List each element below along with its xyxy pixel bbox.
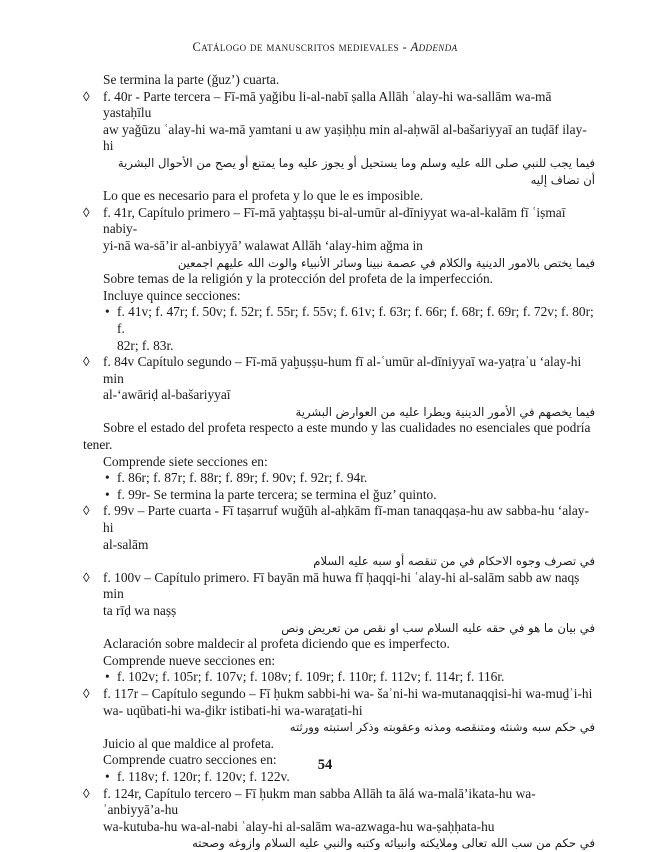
entry-line: al-‘awāriḍ al-bašariyyaī [103,387,231,403]
catalog-entry [83,570,595,636]
arabic-title: في بيان ما هو في حقه عليه السلام سب او نقص من تعريض ونص [281,620,595,635]
entry-line: f. 124r, Capítulo tercero – Fī ḥukm man sabba Allāh ta ālá wa-malā’ikata-hu wa-ʾanbiyyā’a-hu [103,785,536,818]
entry-line: yi-nā wa-sā’ir al-anbiyyā’ walawat Allāh ‘alay-him aǧma in [103,237,423,253]
body-paragraph: Comprende siete secciones en: [103,453,268,469]
catalog-entry [83,354,595,420]
catalog-entry [83,503,595,569]
body-paragraph: Comprende nueve secciones en: [103,652,276,668]
bullet-icon: • [105,486,110,502]
diamond-bullet-icon: ◊ [83,88,90,104]
body-paragraph: Sobre temas de la religión y la protección del profeta de la imperfección. [103,271,494,287]
entry-line: f. 100v – Capítulo primero. Fī bayān mā huwa fī ḥaqqi-hi ʿalay-hi al-salām sabb aw naqṣ min [103,569,580,602]
diamond-bullet-icon: ◊ [83,503,90,519]
diamond-bullet-icon: ◊ [83,785,90,801]
catalog-entry [83,786,595,852]
diamond-bullet-icon: ◊ [83,354,90,370]
arabic-title: في تصرف وجوه الاحكام في من تنقصه أو سبه عليه السلام [313,554,595,569]
entry-line: f. 40r - Parte tercera – Fī-mā yaǧibu li-al-nabī ṣalla Allāh ʿalay-hi wa-sallām wa-mā yastaḥīlu [103,88,552,121]
header-title: Catálogo de manuscritos medievales - [192,40,411,54]
folio-list [83,304,595,354]
entry-line: wa- uqūbati-hi wa-ḏikr istibati-hi wa-waraṯati-hi [103,702,363,718]
page-number: 54 [317,757,333,773]
body-paragraph: Sobre el estado del profeta respecto a este mundo y las cualidades no esenciales que podría [103,420,591,436]
entry-line: ta rīḍ wa naṣṣ [103,603,177,618]
folio-line: f. 99r- Se termina la parte tercera; se termina el ǧuz’ quinto. [117,486,437,502]
folio-list [83,470,595,487]
catalog-entry [83,686,595,736]
catalog-content [83,72,595,852]
bullet-icon: • [105,669,110,685]
entry-line: f. 41r, Capítulo primero – Fī-mā yaḫtaṣṣu bi-al-umūr al-dīniyyat wa-al-kalām fī ʿiṣmaī nabiy- [103,204,566,237]
folio-line: f. 102v; f. 105r; f. 107v; f. 108v; f. 109r; f. 110r; f. 112v; f. 114r; f. 116r. [117,669,505,685]
entry-line: aw yaǧūzu ʿalay-hi wa-mā yamtani u aw yaṣiḥḥu min al-aḥwāl al-bašariyyaī an tuḍāf ilay-hi [103,121,587,154]
entry-line: f. 117r – Capítulo segundo – Fī ḥukm sabbi-hi wa- šaʾni-hi wa-mutanaqqisi-hi wa-muḏʾi-hi [103,685,593,701]
running-header [0,40,650,55]
diamond-bullet-icon: ◊ [83,569,90,585]
catalog-entry [83,205,595,271]
folio-list [83,487,595,504]
body-paragraph: Lo que es necesario para el profeta y lo que le es imposible. [103,188,424,204]
arabic-title: في حكم سبه وشنئه ومتنقصه ومذنه وعقوبته وذكر استبته وورثته [289,720,595,735]
catalog-entry [83,89,595,189]
arabic-title: في حكم من سب الله تعالى وملايكته وانبيائه وكتبه والنبي عليه السلام وازوغه وصحته [192,836,595,851]
entry-line: wa-kutuba-hu wa-al-nabi ʿalay-hi al-salām wa-azwaga-hu wa-ṣaḥḥata-hu [103,818,495,834]
body-paragraph: Aclaración sobre maldecir al profeta diciendo que es imperfecto. [103,636,450,652]
arabic-title: فيما يختص بالامور الدينية والكلام في عصمة نبينا وسائر الأنبياء والوت الله عليهم اجمعين [177,255,595,270]
bullet-icon: • [105,304,110,320]
entry-line: f. 84v Capítulo segundo – Fī-mā yaḫuṣṣu-hum fī al-ʿumūr al-dīniyyaī wa-yaṭraʾu ‘alay-hi min [103,354,582,386]
bullet-icon: • [105,768,110,784]
folio-line: f. 41v; f. 47r; f. 50v; f. 52r; f. 55r; f. 55v; f. 61v; f. 63r; f. 66r; f. 68r; f. 69r; f. 72v; f. 80r; f. [117,304,594,336]
entry-line: al-salām [103,536,149,552]
arabic-title: فيما يخصهم في الأمور الدينية ويطرا عليه من العوارض البشرية [295,404,595,419]
diamond-bullet-icon: ◊ [83,204,90,220]
folio-list [83,669,595,686]
diamond-bullet-icon: ◊ [83,685,90,701]
folio-line: f. 118v; f. 120r; f. 120v; f. 122v. [117,768,290,784]
entry-line: f. 99v – Parte cuarta - Fī taṣarruf wuǧūh al-aḥkām fī-man tanaqqaṣa-hu aw sabba-hu ‘alay-hi [103,503,589,536]
body-paragraph: Se termina la parte (ǧuz’) cuarta. [103,72,280,87]
body-paragraph: Juicio al que maldice al profeta. [103,735,275,751]
folio-line: 82r; f. 83r. [117,337,174,353]
header-title-italic: Addenda [410,40,458,54]
bullet-icon: • [105,470,110,486]
arabic-title: فيما يجب للنبي صلى الله عليه وسلم وما يستحيل أو يجوز عليه وما يمتنع أو يصح من الأحوال البشرية أن تضاف إليه [117,155,595,187]
folio-line: f. 86r; f. 87r; f. 88r; f. 89r; f. 90v; f. 92r; f. 94r. [117,470,368,486]
body-paragraph: Incluye quince secciones: [103,287,241,303]
body-paragraph: Comprende cuatro secciones en: [103,752,277,768]
body-paragraph-continuation: tener. [83,437,113,453]
